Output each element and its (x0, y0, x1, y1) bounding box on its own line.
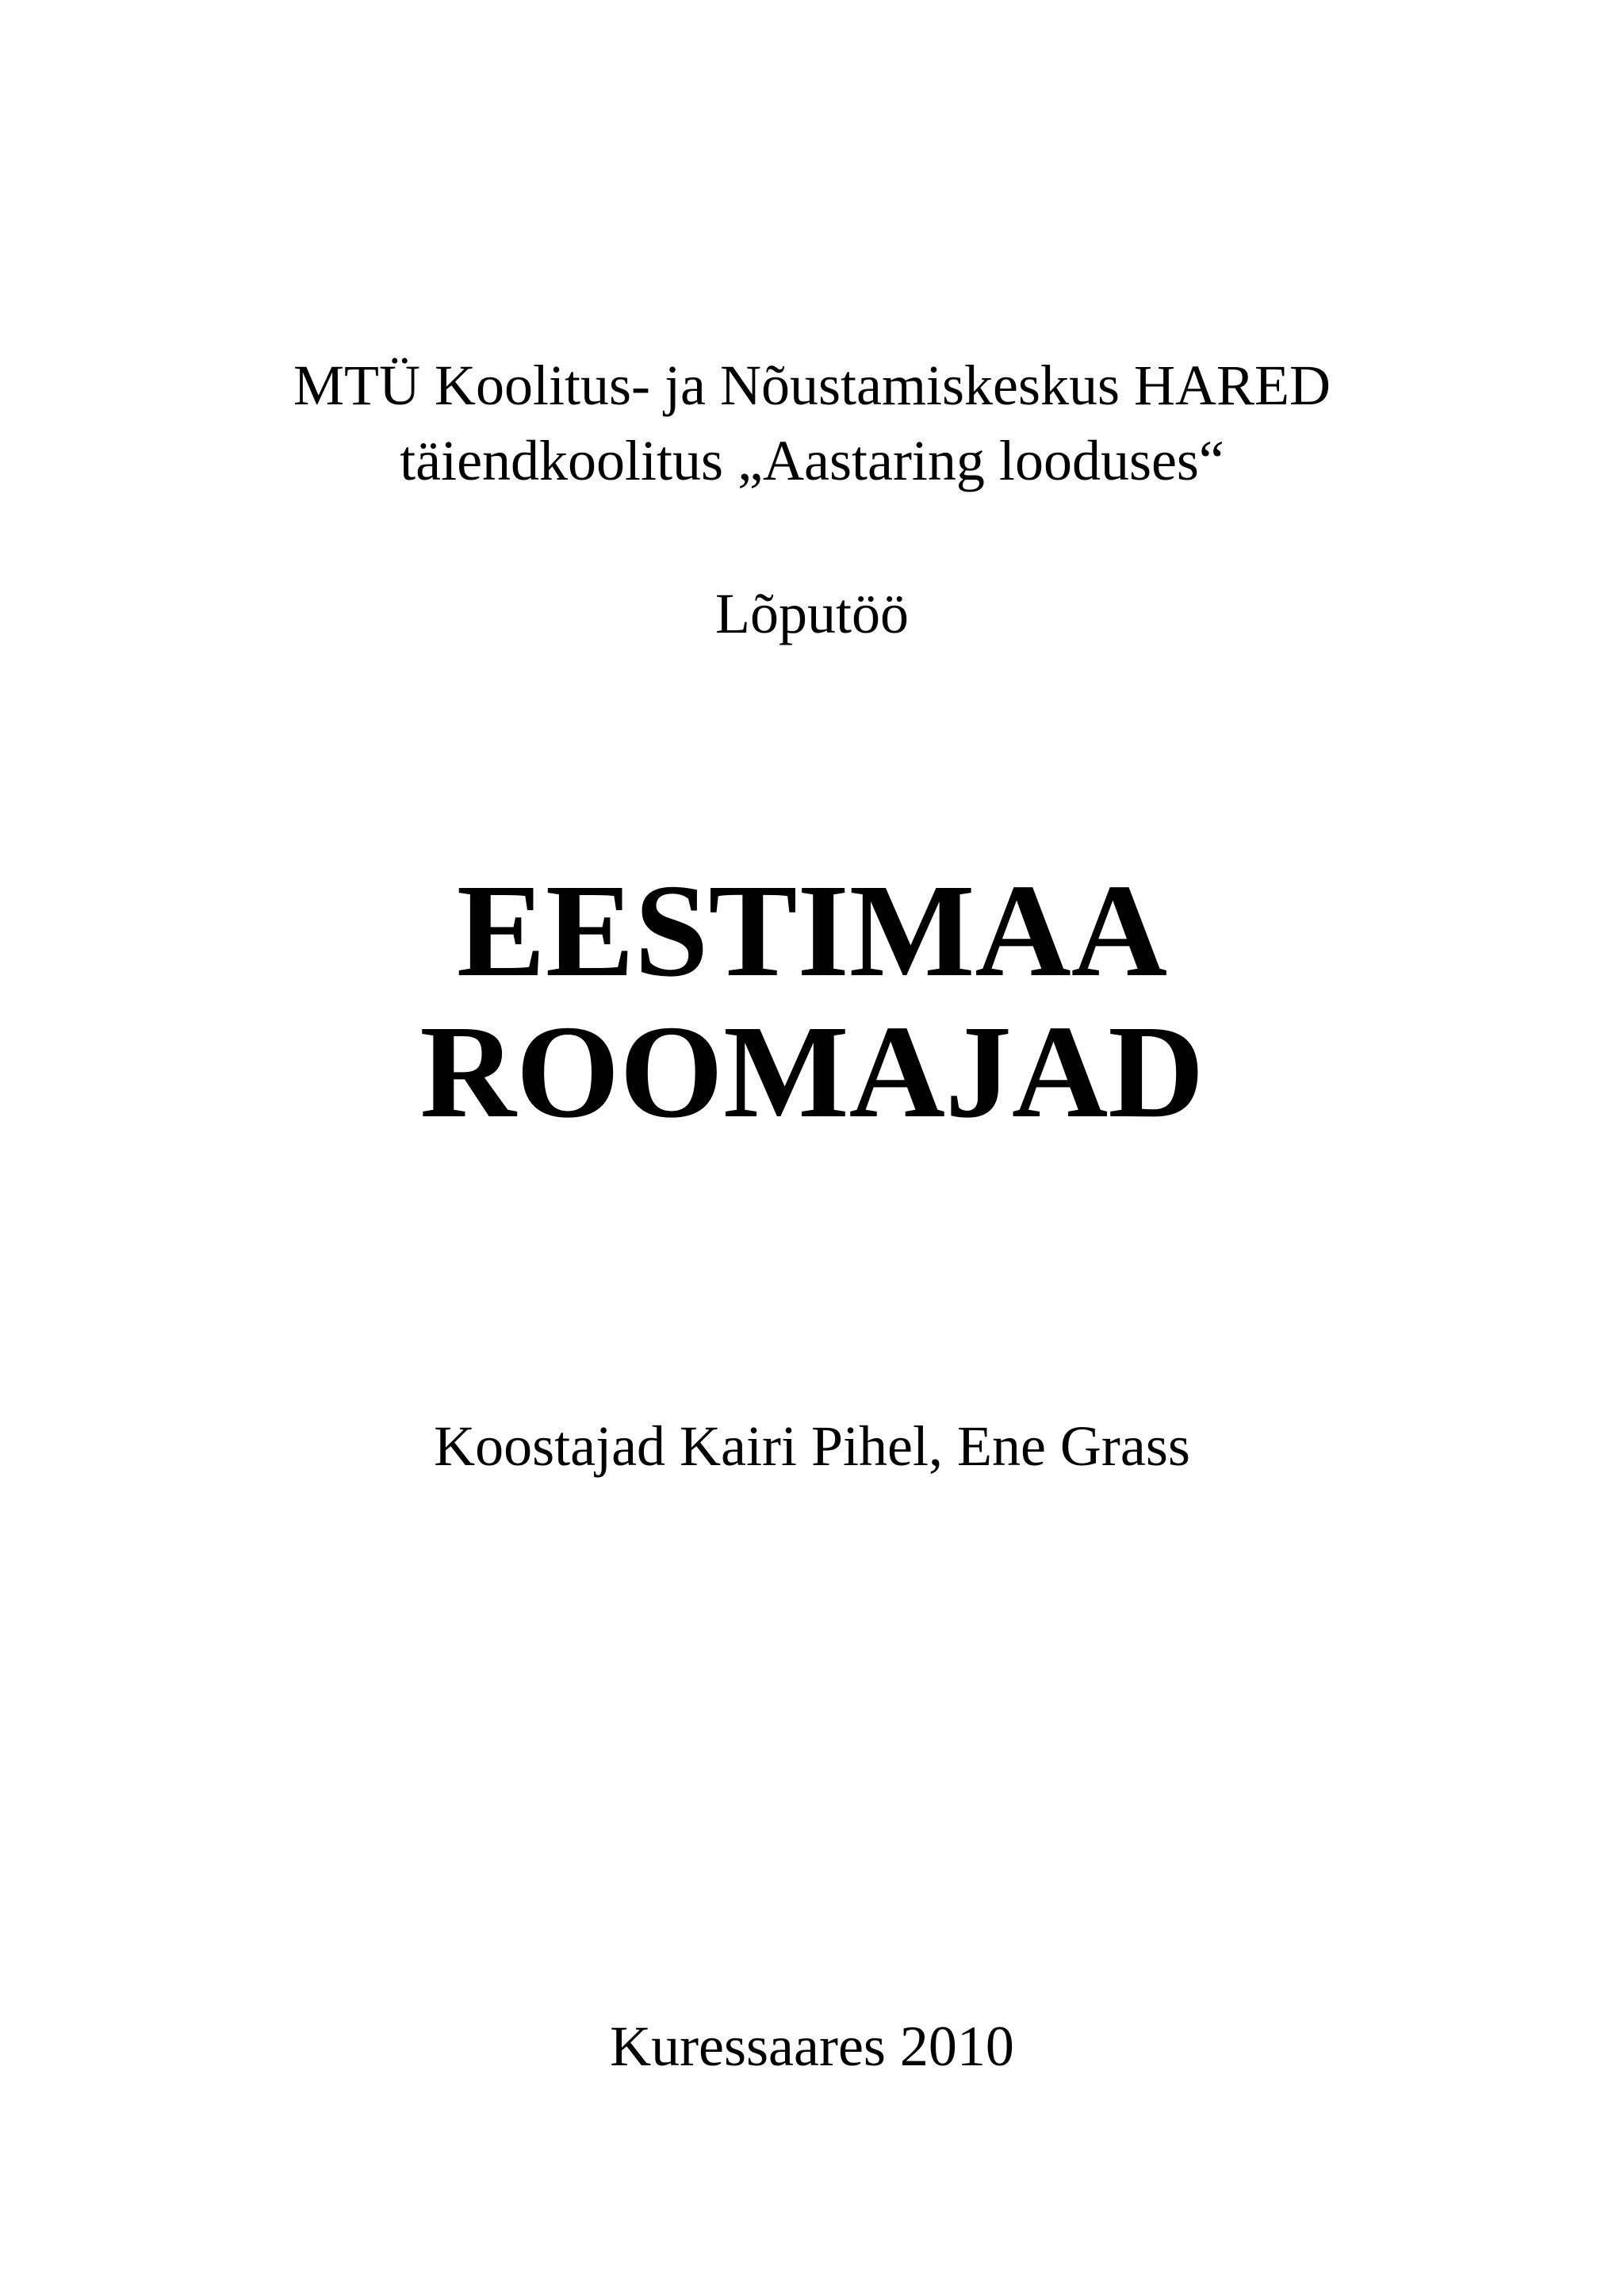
document-type: Lõputöö (715, 582, 909, 645)
institution-line: MTÜ Koolitus- ja Nõustamiskeskus HARED (293, 354, 1331, 417)
place-year-line: Kuressaares 2010 (610, 2015, 1014, 2078)
authors-line: Koostajad Kairi Pihel, Ene Grass (434, 1414, 1190, 1478)
course-line: täiendkoolitus „Aastaring looduses“ (400, 429, 1224, 492)
title-line-1: EESTIMAA (456, 857, 1168, 1004)
title-line-2: ROOMAJAD (419, 998, 1205, 1146)
